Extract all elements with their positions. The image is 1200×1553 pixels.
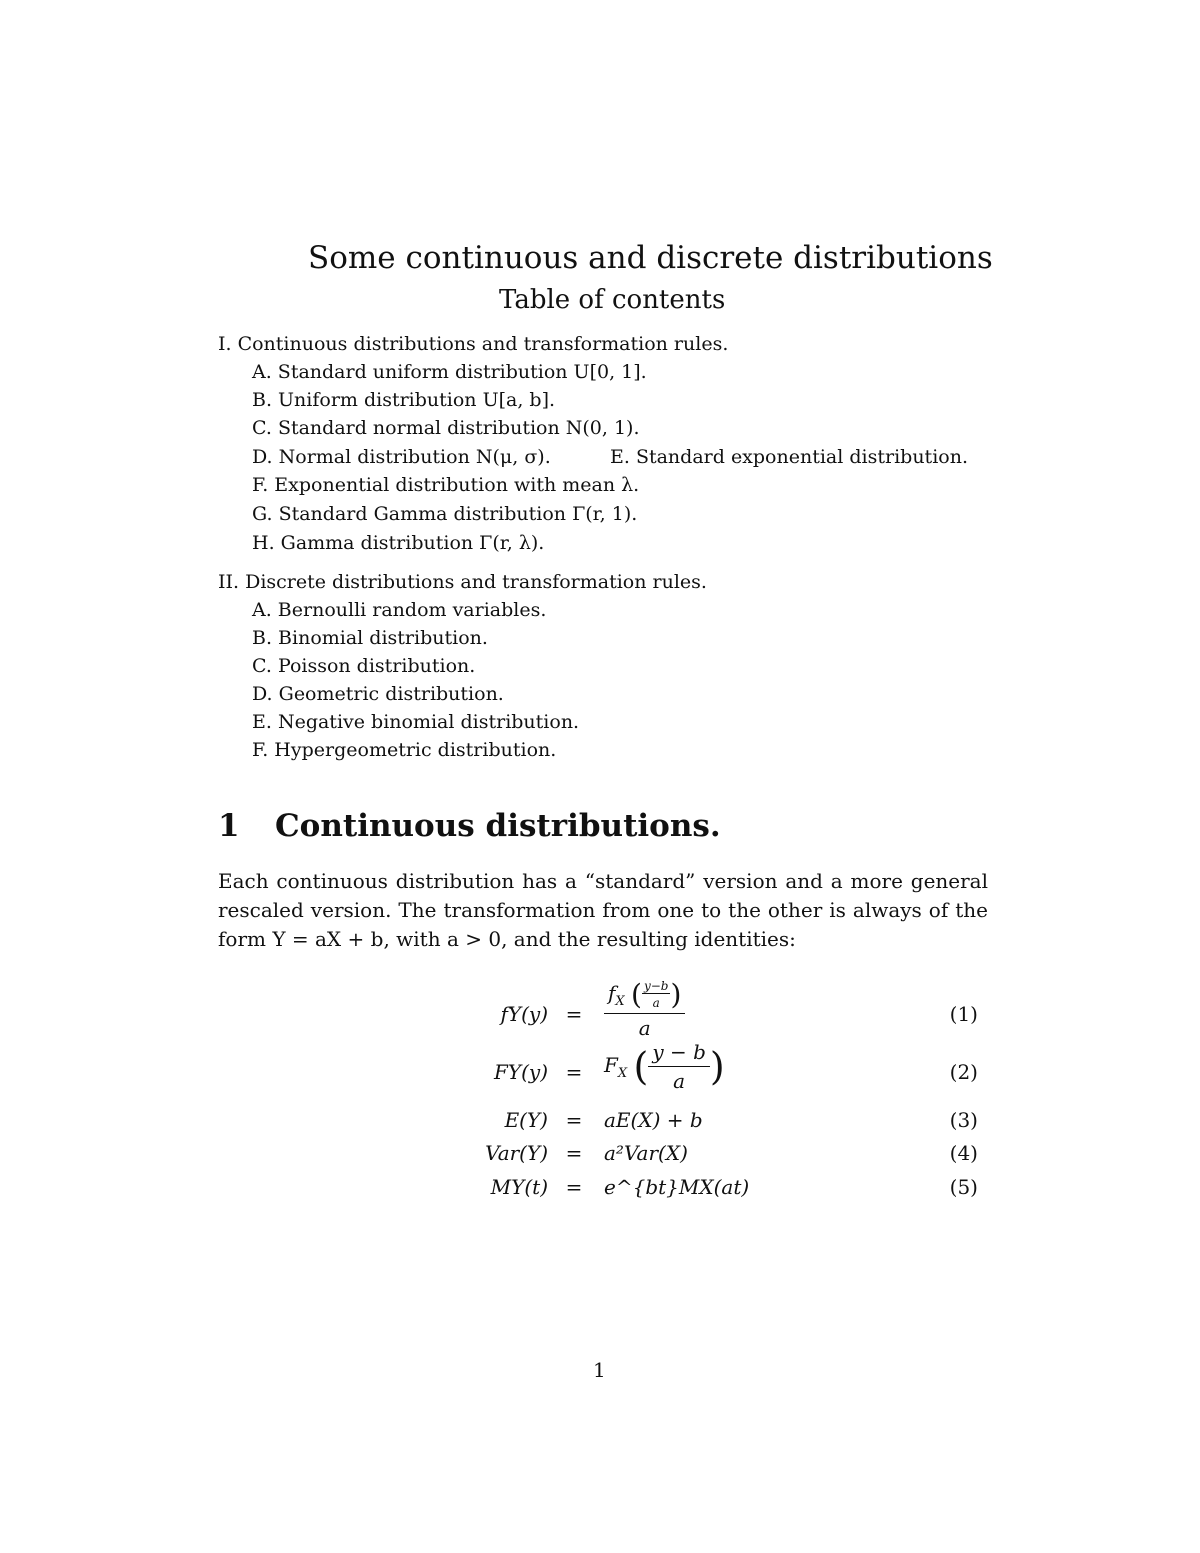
- eq4-rhs: a²Var(X): [604, 1141, 688, 1165]
- eq1-equals: =: [565, 1002, 583, 1026]
- eq4-lhs: Var(Y): [485, 1141, 548, 1165]
- eq4-equals: =: [565, 1141, 583, 1165]
- toc-part-2: II. Discrete distributions and transformation rules.: [218, 571, 707, 593]
- toc-item-2e: E. Negative binomial distribution.: [252, 711, 580, 733]
- toc-item-2a: A. Bernoulli random variables.: [252, 599, 547, 621]
- toc-item-1b: B. Uniform distribution U[a, b].: [252, 389, 556, 411]
- toc-item-2f: F. Hypergeometric distribution.: [252, 739, 557, 761]
- toc-item-1h: H. Gamma distribution Γ(r, λ).: [252, 532, 545, 554]
- eq1-rhs: $f_X$ ( $\frac{y-b}{a}$ ) a: [604, 978, 685, 1040]
- toc-item-2b: B. Binomial distribution.: [252, 627, 488, 649]
- toc-heading: Table of contents: [499, 285, 726, 315]
- toc-item-1c: C. Standard normal distribution N(0, 1).: [252, 417, 640, 439]
- eq2-rhs: $F_X$ ( $\frac{y - b}{a}$ ): [604, 1040, 725, 1093]
- toc-item-1g: G. Standard Gamma distribution Γ(r, 1).: [252, 503, 638, 525]
- eq3-lhs: E(Y): [504, 1108, 548, 1132]
- eq3-number: (3): [949, 1108, 978, 1132]
- section-heading: Continuous distributions.: [275, 808, 721, 844]
- toc-item-2c: C. Poisson distribution.: [252, 655, 476, 677]
- eq2-equals: =: [565, 1060, 583, 1084]
- eq5-lhs: MY(t): [490, 1175, 548, 1199]
- eq3-equals: =: [565, 1108, 583, 1132]
- toc-item-1d: D. Normal distribution N(μ, σ).: [252, 446, 551, 468]
- eq4-number: (4): [949, 1141, 978, 1165]
- toc-item-2d: D. Geometric distribution.: [252, 683, 504, 705]
- page-number: 1: [593, 1358, 606, 1382]
- toc-item-1a: A. Standard uniform distribution U[0, 1].: [252, 361, 647, 383]
- eq2-lhs: FY(y): [494, 1060, 548, 1084]
- toc-item-1f: F. Exponential distribution with mean λ.: [252, 474, 640, 496]
- toc-item-1e: E. Standard exponential distribution.: [610, 446, 968, 468]
- eq2-number: (2): [949, 1060, 978, 1084]
- document-title: Some continuous and discrete distributions: [308, 240, 993, 276]
- eq5-equals: =: [565, 1175, 583, 1199]
- section-number: 1: [218, 808, 240, 844]
- eq3-rhs: aE(X) + b: [604, 1108, 703, 1132]
- eq1-lhs: fY(y): [500, 1002, 548, 1026]
- section-paragraph: Each continuous distribution has a “standard” version and a more general rescaled version. The transformation from one to the other is always of the form Y = aX + b, with a > 0, and the resulting identities:: [218, 869, 988, 951]
- toc-part-1: I. Continuous distributions and transformation rules.: [218, 333, 729, 355]
- eq5-number: (5): [949, 1175, 978, 1199]
- eq1-number: (1): [949, 1002, 978, 1026]
- eq5-rhs: e^{bt}MX(at): [604, 1175, 750, 1199]
